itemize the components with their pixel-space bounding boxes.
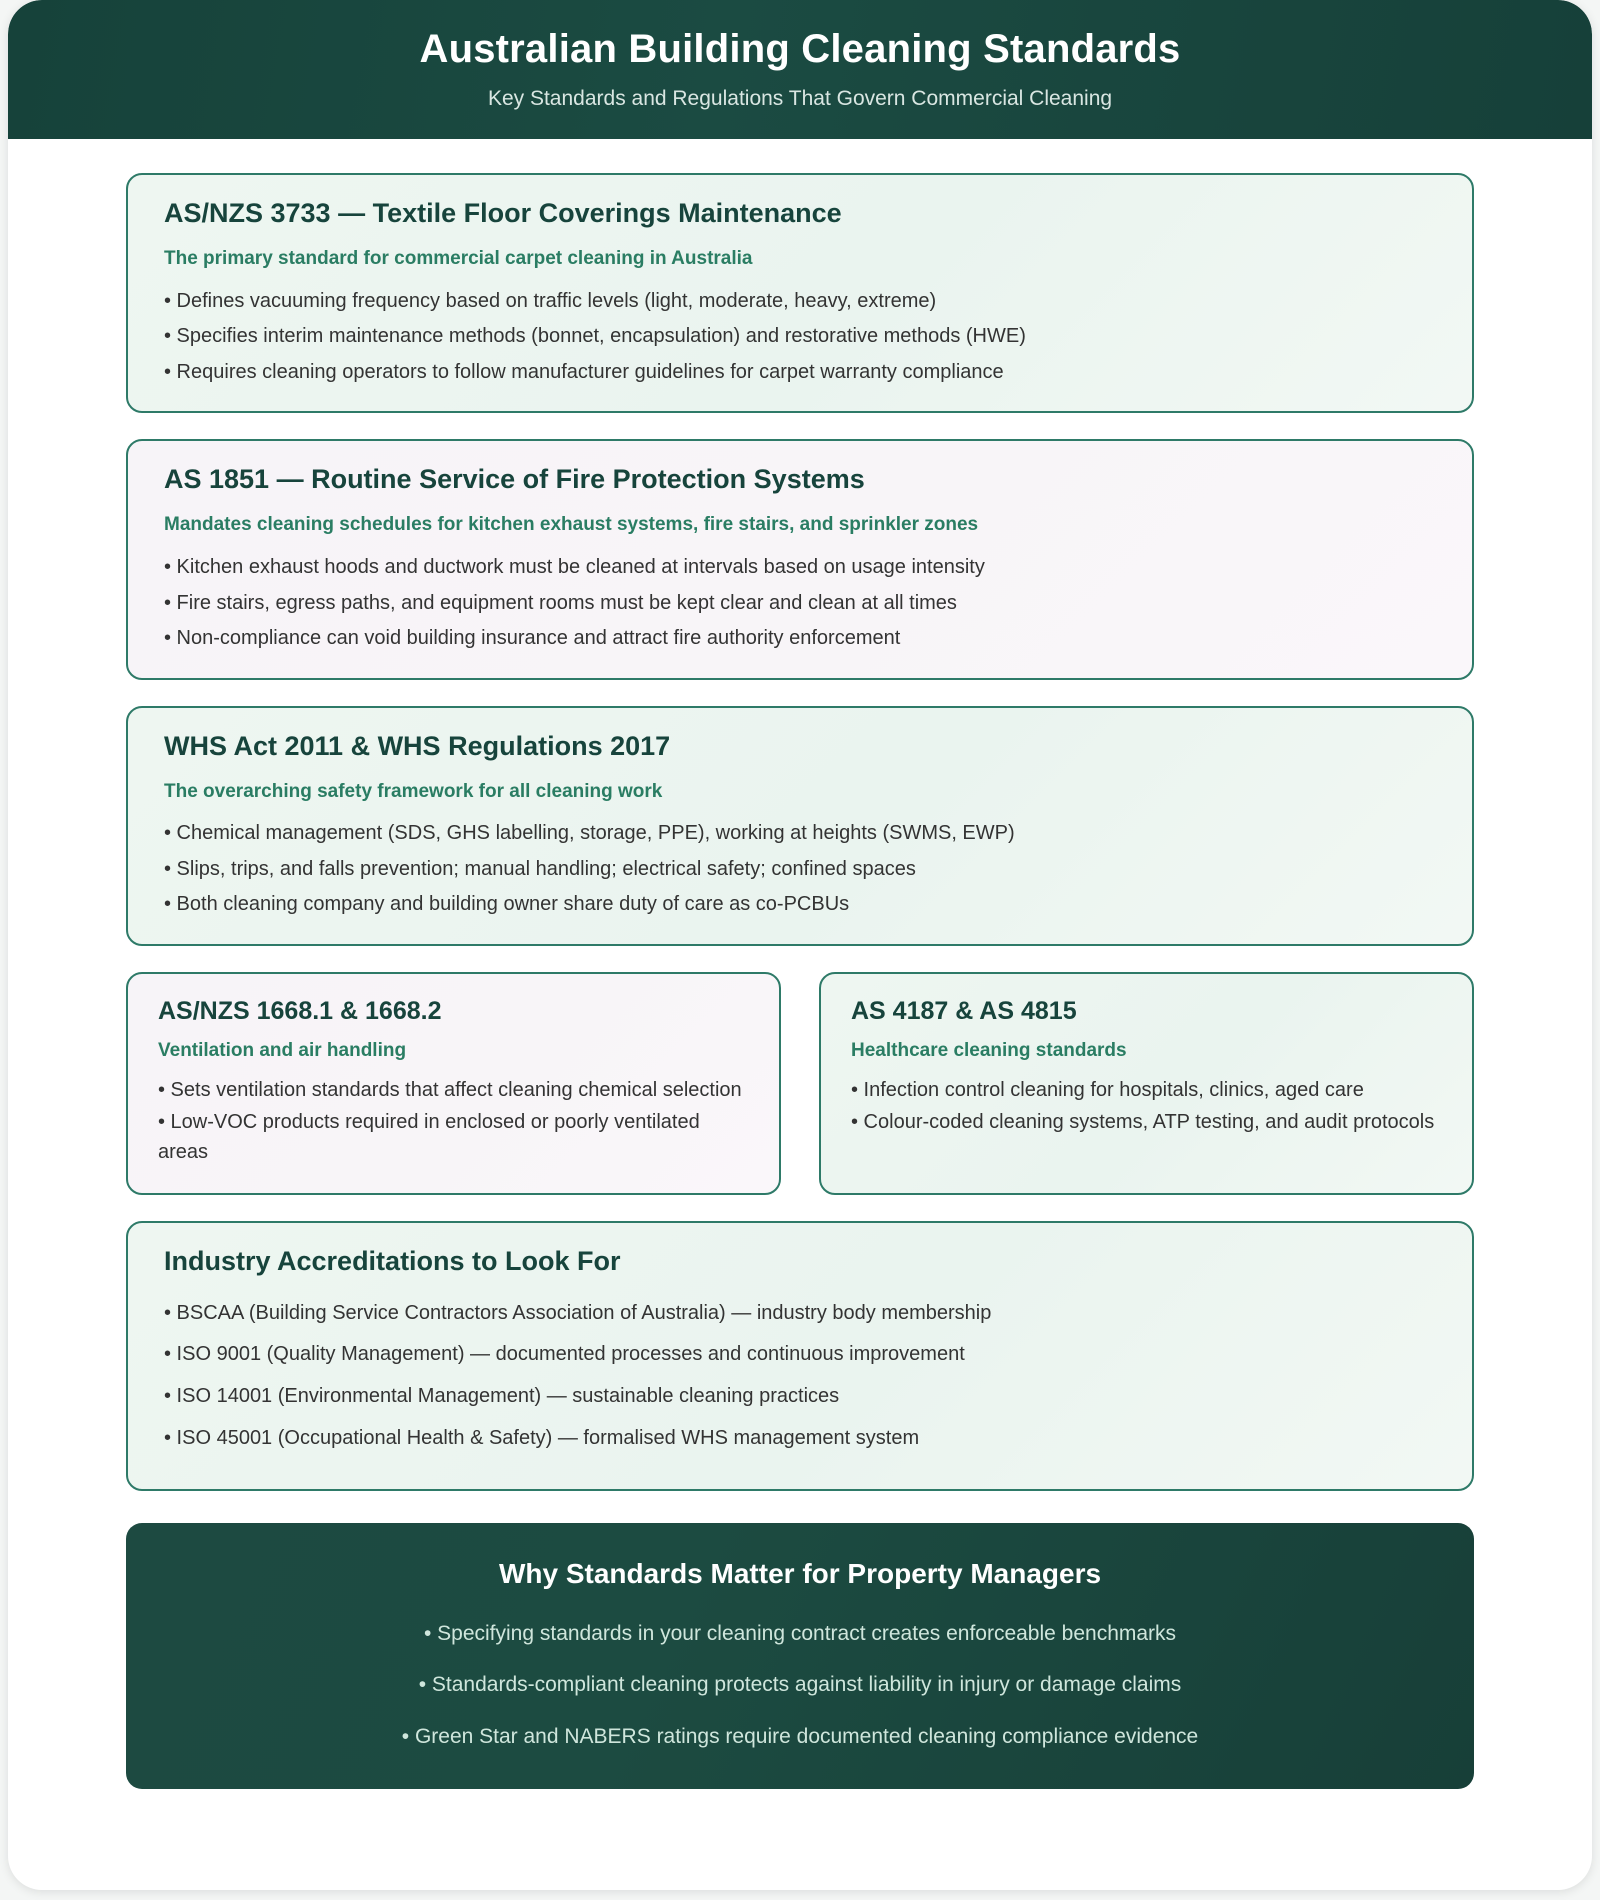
list-item: • Requires cleaning operators to follow manufacturer guidelines for carpet warranty compliance <box>164 360 1004 383</box>
list-item: • Sets ventilation standards that affect cleaning chemical selection <box>158 1079 742 1102</box>
list-item: • ISO 45001 (Occupational Health & Safety) — formalised WHS management system <box>164 1426 920 1449</box>
card-subtitle: Mandates cleaning schedules for kitchen exhaust systems, fire stairs, and sprinkler zones <box>164 514 979 536</box>
list-item: • Specifies interim maintenance methods (bonnet, encapsulation) and restorative methods (HWE) <box>164 325 1026 348</box>
callout-why-standards-matter <box>126 1523 1474 1789</box>
list-item: • ISO 9001 (Quality Management) — documented processes and continuous improvement <box>164 1343 965 1366</box>
list-item: • Non-compliance can void building insurance and attract fire authority enforcement <box>164 627 901 650</box>
list-item: • Fire stairs, egress paths, and equipment rooms must be kept clear and clean at all times <box>164 591 957 614</box>
card-bullet-list <box>164 1299 1436 1453</box>
list-item: • ISO 14001 (Environmental Management) — sustainable cleaning practices <box>164 1384 840 1407</box>
card-title: WHS Act 2011 & WHS Regulations 2017 <box>164 730 671 761</box>
content-body <box>8 139 1592 1789</box>
card-bullet-list <box>851 1075 1442 1137</box>
two-column-row <box>126 972 1474 1195</box>
page-title: Australian Building Cleaning Standards <box>419 27 1181 71</box>
card-bullet-list <box>158 1075 749 1167</box>
card-title: AS/NZS 1668.1 & 1668.2 <box>158 997 442 1026</box>
list-item: • Kitchen exhaust hoods and ductwork must be cleaned at intervals based on usage intensity <box>164 555 985 578</box>
list-item: • Specifying standards in your cleaning contract creates enforceable benchmarks <box>423 1621 1177 1645</box>
list-item: • Both cleaning company and building owner share duty of care as co-PCBUs <box>164 893 850 916</box>
list-item: • Standards-compliant cleaning protects against liability in injury or damage claims <box>418 1673 1182 1697</box>
card-title: AS/NZS 3733 — Textile Floor Coverings Maintenance <box>164 198 842 229</box>
card-subtitle: Ventilation and air handling <box>158 1040 407 1062</box>
list-item: • Infection control cleaning for hospitals, clinics, aged care <box>851 1079 1364 1102</box>
card-title: Industry Accreditations to Look For <box>164 1246 621 1277</box>
list-item: • Chemical management (SDS, GHS labelling, storage, PPE), working at heights (SWMS, EWP) <box>164 822 1015 845</box>
list-item: • Green Star and NABERS ratings require documented cleaning compliance evidence <box>401 1724 1199 1748</box>
callout-title: Why Standards Matter for Property Managers <box>498 1558 1102 1590</box>
card-bullet-list <box>164 553 1436 654</box>
standard-card-as-1851 <box>126 439 1474 679</box>
page-header <box>8 0 1592 139</box>
card-bullet-list <box>164 287 1436 388</box>
card-subtitle: The overarching safety framework for all cleaning work <box>164 780 663 802</box>
standard-card-as-nzs-3733 <box>126 173 1474 413</box>
card-title: AS 4187 & AS 4815 <box>851 997 1077 1026</box>
card-subtitle: The primary standard for commercial carpet cleaning in Australia <box>164 247 753 269</box>
callout-bullet-list <box>166 1619 1434 1751</box>
card-title: AS 1851 — Routine Service of Fire Protection Systems <box>164 464 865 495</box>
standard-card-as-nzs-1668 <box>126 972 781 1195</box>
standard-card-whs-act-2011 <box>126 706 1474 946</box>
list-item: • Low-VOC products required in enclosed or poorly ventilated areas <box>158 1111 700 1164</box>
list-item: • BSCAA (Building Service Contractors Association of Australia) — industry body membership <box>164 1301 992 1324</box>
card-subtitle: Healthcare cleaning standards <box>851 1040 1127 1062</box>
list-item: • Slips, trips, and falls prevention; manual handling; electrical safety; confined spaces <box>164 857 916 880</box>
content-sheet <box>8 0 1592 1890</box>
list-item: • Defines vacuuming frequency based on traffic levels (light, moderate, heavy, extreme) <box>164 289 937 312</box>
card-bullet-list <box>164 819 1436 920</box>
accreditations-card <box>126 1221 1474 1491</box>
page-subtitle: Key Standards and Regulations That Govern Commercial Cleaning <box>487 87 1113 110</box>
list-item: • Colour-coded cleaning systems, ATP testing, and audit protocols <box>851 1111 1435 1134</box>
standard-card-as-4187-4815 <box>819 972 1474 1195</box>
